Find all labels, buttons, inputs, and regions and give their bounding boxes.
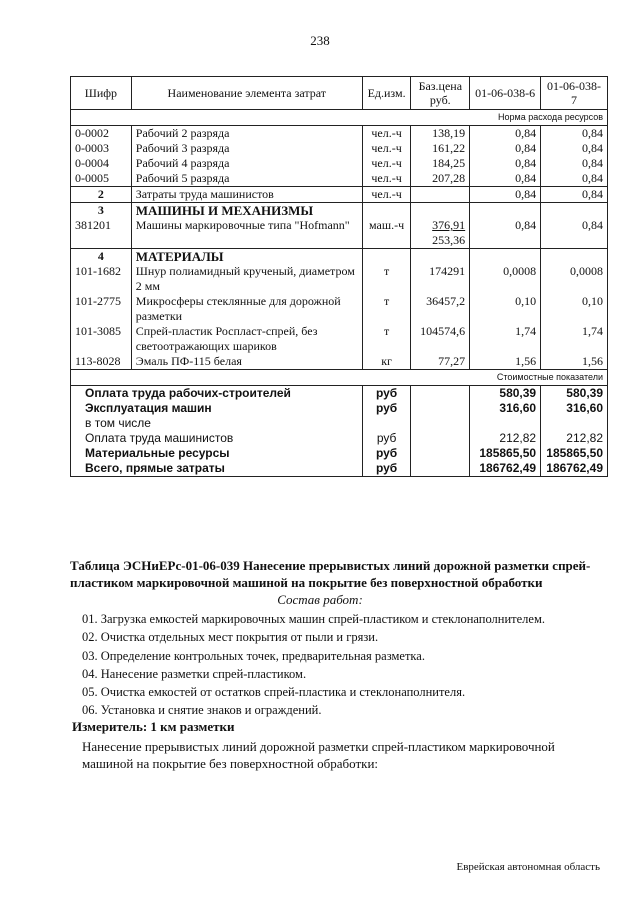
row-price: 174291: [411, 264, 470, 294]
cost-unit: руб: [362, 401, 411, 416]
cost-row: [71, 386, 608, 402]
row-value-1: 0,84: [470, 218, 541, 249]
row-value-1: 0,84: [470, 187, 541, 203]
row-code: 0-0004: [71, 156, 132, 171]
cost-value-2: 580,39: [541, 386, 608, 402]
cost-value-1: [470, 416, 541, 431]
cost-unit: руб: [362, 431, 411, 446]
row-unit: кг: [362, 354, 411, 370]
table-row: [71, 141, 608, 156]
row-value-2: 0,10: [541, 294, 608, 324]
cost-row: [71, 431, 608, 446]
list-item: 05. Очистка емкостей от остатков спрей-пластика и стеклонаполнителя.: [82, 685, 466, 700]
cost-unit: руб: [362, 446, 411, 461]
row-value-1: 1,56: [470, 354, 541, 370]
header-price: Баз.цена руб.: [411, 77, 470, 110]
header-col-2: 01-06-038-7: [541, 77, 608, 110]
row-value-2: 0,84: [541, 187, 608, 203]
header-unit: Ед.изм.: [362, 77, 411, 110]
work-heading: Состав работ:: [277, 592, 363, 607]
cost-value-1: 185865,50: [470, 446, 541, 461]
table-caption: Таблица ЭСНиЕРс-01-06-039 Нанесение прерывистых линий дорожной разметки спрей-пластиком маркировочной машиной на покрытие без поверхностной обработки: [70, 558, 591, 590]
cost-value-2: 185865,50: [541, 446, 608, 461]
cost-name: Материальные ресурсы: [71, 446, 363, 461]
row-unit: маш.-ч: [362, 218, 411, 249]
row-unit: чел.-ч: [362, 187, 411, 203]
section-title: МАШИНЫ И МЕХАНИЗМЫ: [131, 203, 362, 219]
row-value-2: 0,84: [541, 126, 608, 142]
cost-value-2: 186762,49: [541, 461, 608, 477]
row-name: Рабочий 2 разряда: [131, 126, 362, 142]
row-name: Шнур полиамидный крученый, диаметром 2 мм: [131, 264, 362, 294]
row-unit: чел.-ч: [362, 141, 411, 156]
cost-value-2: 212,82: [541, 431, 608, 446]
table-row: [71, 324, 608, 354]
work-list: [82, 610, 545, 720]
row-value-2: 1,56: [541, 354, 608, 370]
section-row-materials: [71, 249, 608, 265]
description: Нанесение прерывистых линий дорожной разметки спрей-пластиком маркировочной машиной на покрытие без поверхностной обработки:: [82, 739, 555, 771]
operator-row: [71, 187, 608, 203]
table-row: [71, 294, 608, 324]
table-row: [71, 156, 608, 171]
cost-value-1: 186762,49: [470, 461, 541, 477]
row-value-2: 0,0008: [541, 264, 608, 294]
row-name: Спрей-пластик Роспласт-спрей, без светоотражающих шариков: [131, 324, 362, 354]
row-price: 104574,6: [411, 324, 470, 354]
cost-name: Оплата труда машинистов: [71, 431, 363, 446]
row-value-1: 0,0008: [470, 264, 541, 294]
cost-name: Оплата труда рабочих-строителей: [71, 386, 363, 402]
header-name: Наименование элемента затрат: [131, 77, 362, 110]
row-price: 36457,2: [411, 294, 470, 324]
row-unit: чел.-ч: [362, 126, 411, 142]
header-code: Шифр: [71, 77, 132, 110]
cost-row: [71, 401, 608, 416]
row-value-2: 0,84: [541, 156, 608, 171]
list-item: 01. Загрузка емкостей маркировочных машин спрей-пластиком и стеклонаполнителем.: [82, 612, 546, 626]
table-row: [71, 171, 608, 187]
table-header-row: [71, 77, 608, 110]
row-unit: т: [362, 264, 411, 294]
cost-value-2: [541, 416, 608, 431]
cost-row: [71, 461, 608, 477]
list-item: 04. Нанесение разметки спрей-пластиком.: [82, 666, 307, 681]
row-price-secondary: 253,36: [432, 233, 466, 247]
row-name: Микросферы стеклянные для дорожной разметки: [131, 294, 362, 324]
row-value-1: 0,10: [470, 294, 541, 324]
table-row: [71, 354, 608, 370]
row-price: 161,22: [411, 141, 470, 156]
row-price: 138,19: [411, 126, 470, 142]
row-name: Эмаль ПФ-115 белая: [131, 354, 362, 370]
row-name: Рабочий 4 разряда: [131, 156, 362, 171]
row-name: Рабочий 5 разряда: [131, 171, 362, 187]
row-code: 0-0005: [71, 171, 132, 187]
row-code: 101-1682: [71, 264, 132, 294]
section-row-machines: [71, 203, 608, 219]
cost-value-1: 316,60: [470, 401, 541, 416]
row-value-2: 0,84: [541, 218, 608, 249]
row-unit: чел.-ч: [362, 171, 411, 187]
cost-value-2: 316,60: [541, 401, 608, 416]
cost-row: [71, 416, 608, 431]
row-value-1: 0,84: [470, 126, 541, 142]
row-value-2: 0,84: [541, 141, 608, 156]
section-code: 3: [71, 203, 132, 219]
cost-label-row: [71, 370, 608, 386]
cost-unit: [362, 416, 411, 431]
list-item: 03. Определение контрольных точек, предварительная разметка.: [82, 648, 425, 663]
row-value-1: 0,84: [470, 171, 541, 187]
row-price: 207,28: [411, 171, 470, 187]
footer-region: Еврейская автономная область: [456, 861, 600, 873]
cost-name: Эксплуатация машин: [71, 401, 363, 416]
table-row: [71, 264, 608, 294]
row-price-main: 376,91: [432, 218, 466, 232]
norm-label-row: [71, 110, 608, 126]
row-value-1: 0,84: [470, 156, 541, 171]
row-value-1: 1,74: [470, 324, 541, 354]
cost-unit: руб: [362, 461, 411, 477]
row-value-2: 0,84: [541, 171, 608, 187]
row-code: 101-3085: [71, 324, 132, 354]
row-price: 184,25: [411, 156, 470, 171]
section-title: МАТЕРИАЛЫ: [131, 249, 362, 265]
table-row: [71, 218, 608, 249]
row-price: 77,27: [411, 354, 470, 370]
row-name: Затраты труда машинистов: [131, 187, 362, 203]
row-unit: т: [362, 294, 411, 324]
row-code: 0-0003: [71, 141, 132, 156]
list-item: 02. Очистка отдельных мест покрытия от пыли и грязи.: [82, 630, 379, 645]
row-unit: т: [362, 324, 411, 354]
cost-value-1: 212,82: [470, 431, 541, 446]
row-code: 101-2775: [71, 294, 132, 324]
row-code: 0-0002: [71, 126, 132, 142]
list-item: 06. Установка и снятие знаков и ограждений.: [82, 703, 322, 718]
row-name: Рабочий 3 разряда: [131, 141, 362, 156]
row-code: 2: [71, 187, 132, 203]
cost-unit: руб: [362, 386, 411, 402]
cost-value-1: 580,39: [470, 386, 541, 402]
cost-name: в том числе: [71, 416, 363, 431]
header-col-1: 01-06-038-6: [470, 77, 541, 110]
row-code: 113-8028: [71, 354, 132, 370]
cost-row: [71, 446, 608, 461]
row-code: 381201: [71, 218, 132, 249]
resource-table: [70, 76, 608, 477]
table-row: [71, 126, 608, 142]
page-number: 238: [310, 33, 330, 48]
meter-label: Измеритель: 1 км разметки: [72, 719, 235, 734]
cost-name: Всего, прямые затраты: [71, 461, 363, 477]
cost-label: Стоимостные показатели: [470, 370, 608, 386]
row-name: Машины маркировочные типа "Hofmann": [131, 218, 362, 249]
norm-label: Норма расхода ресурсов: [470, 110, 608, 126]
row-unit: чел.-ч: [362, 156, 411, 171]
row-price: [411, 218, 470, 249]
row-value-2: 1,74: [541, 324, 608, 354]
row-value-1: 0,84: [470, 141, 541, 156]
section-code: 4: [71, 249, 132, 265]
